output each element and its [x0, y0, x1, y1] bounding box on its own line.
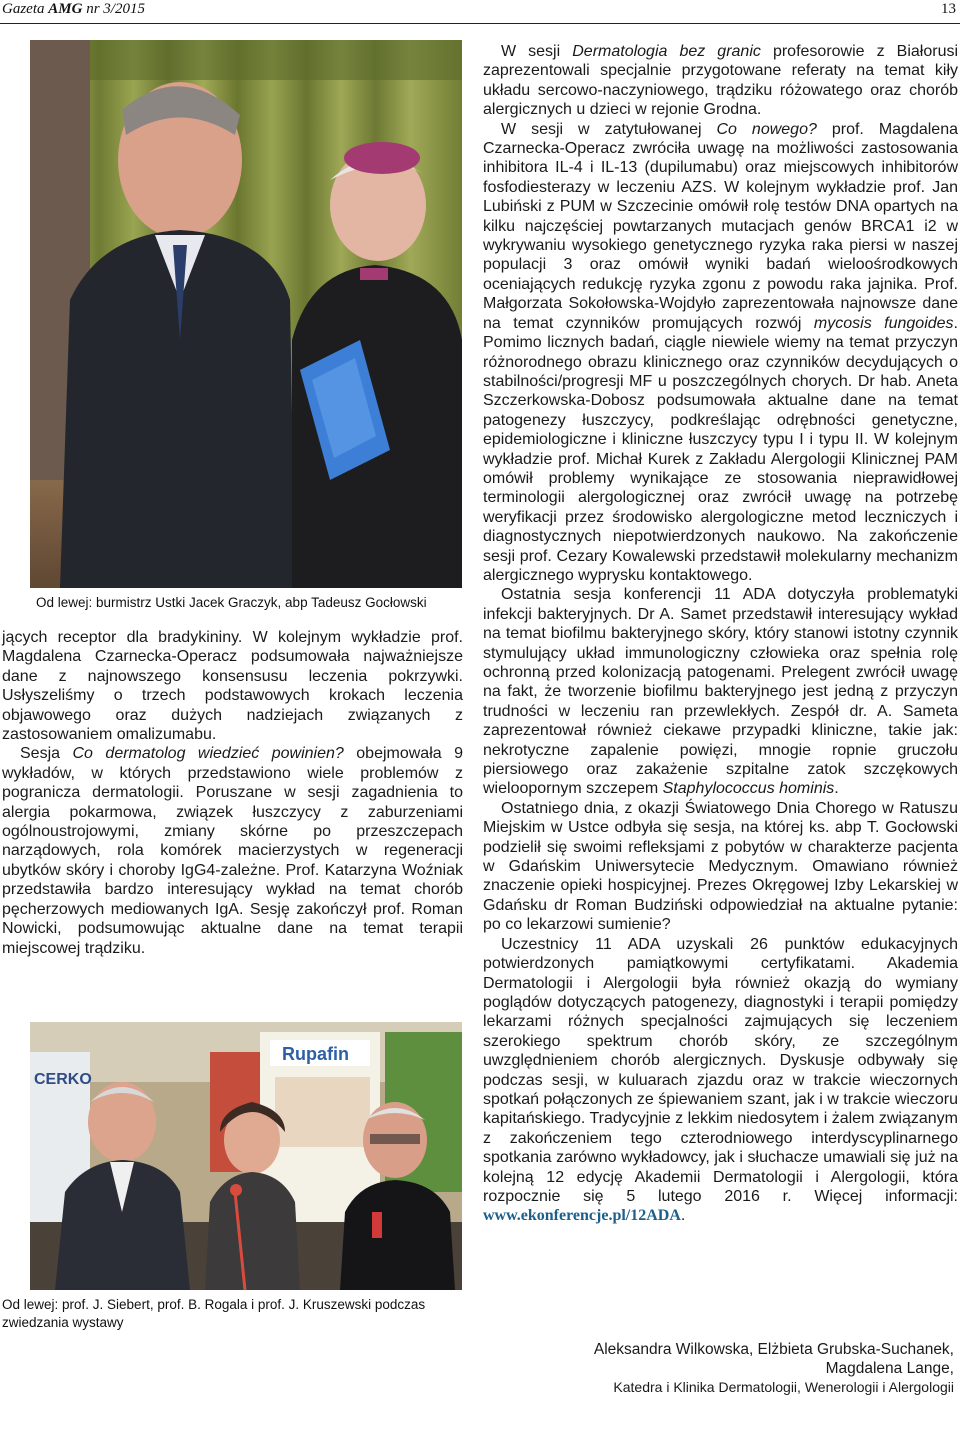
left-paragraph-1: jących receptor dla bradykininy. W kolejnym wykładzie prof. Magdalena Czarnecka-Operacz podsumowała najważniejsze dane z najnowszego konsensusu leczenia pokrzywki. Usłyszeliśmy o trzech podstawowych krokach leczenia objawowego oraz dużych nadziejach związanych z zastosowaniem omalizumabu. [2, 629, 463, 744]
staphylococcus-italic: Staphylococcus hominis [662, 780, 835, 798]
right-paragraph-4: Ostatniego dnia, z okazji Światowego Dnia Chorego w Ratuszu Miejskim w Ustce odbyła się sesja, na której ks. abp T. Gocłowski podzielił się swoimi refleksjami z pobytów w charakterze pacjenta w Gdańskim Uniwersytecie Medycznym. Omawiano również znaczenie opieki hospicyjnej. Prezes Okręgowej Izby Lekarskiej w Gdańsku dr Roman Budziński odpowiedział na aktualne pytanie: po co lekarzowi sumienie? [483, 799, 958, 934]
issue-number: nr 3/2015 [86, 1, 145, 17]
photo-mayor-and-archbishop [30, 40, 462, 588]
article-signature [534, 1340, 954, 1397]
right-p1-text-b: profesorowie z Białorusi zaprezentowali specjalnie przygotowane referaty na temat kiły układu sercowo-naczyniowego, trądziku różowatego oraz chorób alergicznych u dzieci w rejonie Grodna. [483, 43, 959, 119]
photo-2-illustration [30, 1022, 462, 1290]
right-paragraph-1 [483, 42, 958, 120]
right-paragraph-5 [483, 935, 958, 1226]
right-paragraph-3 [483, 585, 958, 798]
right-p2-text-b: prof. Magdalena Czarnecka-Operacz zwróciła uwagę na możliwości zastosowania inhibitora IL-4 i IL-13 (dupilumabu) oraz miejscowych inhibitorów fosfodiesterazy w leczeniu AZS. W kolejnym wykładzie prof. Jan Lubiński z PUM w Szczecinie omówił rolę testów DNA opartych na kilku najczęściej powtarzanych mutacjach genów BRCA1 i2 w wykrywaniu wysokiego genetycznego ryzyka raka piersi w naszej populacji 3 oraz omówił wyniki badań wieloośrodkowych oceniających redukcję ryzyka zgonu z powodu raka jajnika. Prof. Małgorzata Sokołowska-Wojdyło zaprezentowała najnowsze dane na temat czynników promujących rozwój [483, 120, 959, 332]
page-header [0, 0, 960, 22]
left-p2-text-b: obejmowała 9 wykładów, w których przedstawiono wiele problemów z pogranicza dermatologii. Poruszane w sesji zagadnienia to alergia pokarmowa, związek łuszczycy z zaburzeniami ogólnoustrojowymi, zmiany skórne po przeszczepach narządowych, rola komórek macierzystych w regeneracji ubytków skóry i choroby IgG4-zależne. Prof. Katarzyna Woźniak przedstawiła bardzo interesujący wykład na temat chorób pęcherzowych mediowanych IgA. Sesję zakończył prof. Roman Nowicki, podsumowując aktualne dane na temat terapii miejscowej trądziku. [2, 745, 464, 957]
right-column-text [483, 42, 958, 1226]
right-paragraph-2 [483, 120, 958, 586]
right-p3-text-b: . [834, 780, 839, 798]
mycosis-italic: mycosis fungoides [813, 314, 954, 332]
banner-brand: Rupafin [282, 1044, 349, 1064]
authors-line-2: Magdalena Lange, [825, 1360, 954, 1377]
exhibitor-logo: CERKO [34, 1071, 92, 1088]
photo-1-caption: Od lewej: burmistrz Ustki Jacek Graczyk, abp Tadeusz Gocłowski [36, 595, 427, 610]
left-paragraph-2 [2, 744, 463, 957]
page-number: 13 [941, 1, 956, 17]
left-p2-text-a: Sesja [20, 745, 73, 763]
photo-exhibition-visit [30, 1022, 462, 1290]
session-dermatology-italic: Dermatologia bez granic [572, 43, 761, 60]
right-p3-text-a: Ostatnia sesja konferencji 11 ADA dotyczyła problematyki infekcji bakteryjnych. Dr A. Samet przedstawił interesujący wykład na temat biofilmu bakteryjnego skóry, który stanowi istotny czynnik stymulujący układ immunologiczny człowieka oraz spełnia rolę ochronną przed kolonizacją patogenami. Prelegent zwrócił uwagę na fakt, że tworzenie biofilmu bakteryjnego jest jedną z przyczyn trudności w leczeniu ran przewlekłych. Zespół dr. A. Sameta zaprezentował również ciekawe przypadki kliniczne, takie jak: nekrotyczne zapalenie powięzi, mnogie ropnie gruczołu piersiowego oraz zakażenie szpitalne zatok szczękowych wieloopornym szczepem [483, 586, 958, 798]
authors-affiliation: Katedra i Klinika Dermatologii, Wenerologii i Alergologii [613, 1379, 954, 1395]
right-p2-text-a: W sesji w zatytułowanej [501, 120, 717, 138]
publication-name-strong: AMG [48, 1, 83, 17]
session-title-italic: Co dermatolog wiedzieć powinien? [72, 745, 344, 763]
right-p2-text-c: . Pomimo licznych badań, ciągle niewiele wiemy na temat przyczyn różnorodnego obrazu klinicznego oraz czynników decydujących o stabilności/progresji MF u poszczególnych chorych. Dr hab. Aneta Szczerkowska-Dobosz podsumowała aktualne dane na temat patogenezy łuszczycy, podkreślając odrębności genetyczne, epidemiologiczne i kliniczne łuszczycy typu I i typu II. W kolejnym wykładzie prof. Michał Kurek z Zakładu Alergologii Klinicznej PAM omówił problemy wynikające ze stosowania nieprawidłowej terminologii alergologicznej oraz zwrócił uwagę na potrzebę weryfikacji przez środowisko alergologiczne metod leczniczych i diagnostycznych niepotwierdzonych naukowo. Na zakończenie sesji prof. Cezary Kowalewski przedstawił molekularny mechanizm alergicznego wyprysku kontaktowego. [483, 314, 958, 584]
photo-2-caption: Od lewej: prof. J. Siebert, prof. B. Rogala i prof. J. Kruszewski podczas zwiedzania wystawy [2, 1297, 426, 1330]
right-p5-text-b: . [680, 1207, 686, 1225]
conference-website-link[interactable]: www.ekonferencje.pl/12ADA [483, 1207, 681, 1225]
authors-line-1: Aleksandra Wilkowska, Elżbieta Grubska-Suchanek, [593, 1341, 954, 1358]
header-rule [0, 23, 960, 24]
publication-name: Gazeta [2, 1, 45, 17]
right-p1-text-a: W sesji [501, 43, 573, 60]
session-whats-new-italic: Co nowego? [716, 120, 817, 138]
publication-title [2, 1, 145, 18]
photo-1-illustration [30, 40, 462, 588]
right-p5-text-a: Uczestnicy 11 ADA uzyskali 26 punktów edukacyjnych potwierdzonych pamiątkowymi certyfikatami. Akademia Dermatologii i Alergologii była również okazją do wymiany poglądów dotyczących patogenezy, diagnostyki i terapii pomiędzy lekarzami różnych specjalności zajmujących się leczeniem szerokiego spektrum chorób skóry, ze szczególnym uwzględnieniem chorób alergicznych. Dyskusje odbywały się podczas sesji, w kuluarach zjazdu oraz w trakcie wieczornych spotkań połączonych ze śpiewaniem szant, jak i w trakcie wieczoru kapitańskiego. Tradycyjnie z lekkim niedosytem i żalem związanym z zakończeniem tego czterodniowego interdyscyplinarnego spotkania zarówno wykładowcy, jak i słuchacze umawiali się już na kolejną 12 edycję Akademii Dermatologii i Alergologii, która rozpocznie się 5 lutego 2016 r. Więcej informacji: [483, 935, 958, 1205]
left-column-text [2, 628, 463, 958]
